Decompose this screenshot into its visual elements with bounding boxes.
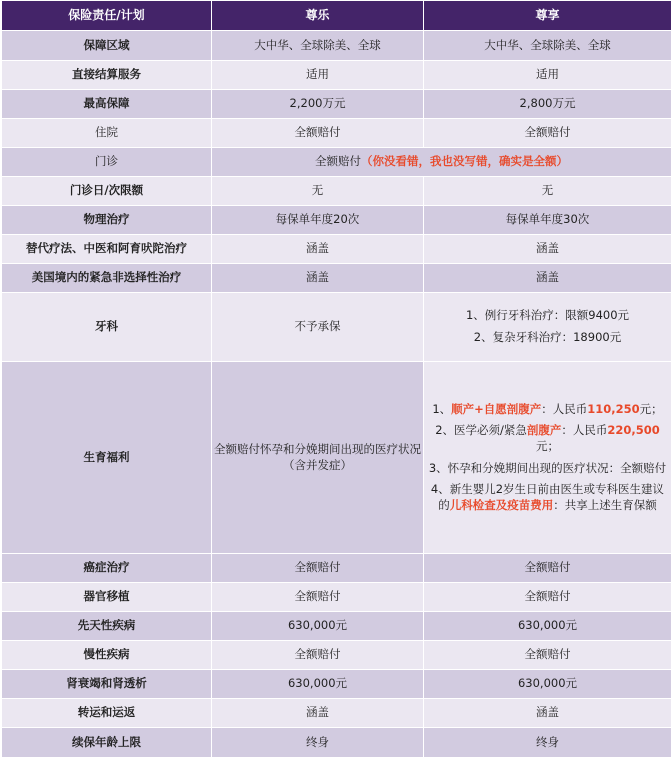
row-label: 保障区域 xyxy=(2,31,212,61)
text: ：人民币 xyxy=(541,401,588,416)
row-label: 续保年龄上限 xyxy=(2,728,212,758)
row-label: 转运和运返 xyxy=(2,699,212,728)
outpatient-value: 全额赔付 xyxy=(315,154,361,169)
birth-zunle-text: 全额赔付怀孕和分娩期间出现的医疗状况（含并发症） xyxy=(214,441,421,472)
text: ：人民币 xyxy=(561,423,608,438)
table-row xyxy=(2,177,672,206)
row-label: 器官移植 xyxy=(2,583,212,612)
text: 元； xyxy=(536,438,559,453)
table-header-row xyxy=(2,1,672,31)
cell-zunle: 全额赔付 xyxy=(212,583,424,612)
cell-zunle: 无 xyxy=(212,177,424,206)
cell-zunxiang: 大中华、全球除美、全球 xyxy=(424,31,672,61)
cell-zunxiang: 全额赔付 xyxy=(424,583,672,612)
table-row xyxy=(2,90,672,119)
cell-zunxiang: 涵盖 xyxy=(424,264,672,293)
row-label: 门诊 xyxy=(2,148,212,177)
cell-zunle: 涵盖 xyxy=(212,264,424,293)
row-label: 最高保障 xyxy=(2,90,212,119)
cell-zunxiang: 全额赔付 xyxy=(424,119,672,148)
row-label: 替代疗法、中医和阿育吠陀治疗 xyxy=(2,235,212,264)
text: 2、医学必须/紧急 xyxy=(435,423,527,438)
cell-zunle: 终身 xyxy=(212,728,424,758)
table-row xyxy=(2,699,672,728)
header-coverage: 保险责任/计划 xyxy=(2,1,212,31)
cell-zunle: 全额赔付 xyxy=(212,641,424,670)
cell-zunxiang: 涵盖 xyxy=(424,699,672,728)
table-row xyxy=(2,148,672,177)
text: 元； xyxy=(639,401,663,416)
row-label: 牙科 xyxy=(2,293,212,362)
cell-zunle: 每保单年度20次 xyxy=(212,206,424,235)
cell-zunle: 全额赔付 xyxy=(212,554,424,583)
cell-zunxiang: 全额赔付 xyxy=(424,554,672,583)
table-row xyxy=(2,264,672,293)
cell-zunle: 630,000元 xyxy=(212,612,424,641)
cell-zunle: 大中华、全球除美、全球 xyxy=(212,31,424,61)
outpatient-note: （你没看错，我也没写错，确实是全额） xyxy=(361,154,568,169)
birth-item-2 xyxy=(426,420,669,457)
birth-item-1 xyxy=(426,399,669,421)
row-label: 门诊日/次限额 xyxy=(2,177,212,206)
highlight: 220,500 xyxy=(607,423,660,438)
table-row xyxy=(2,728,672,758)
cell-zunxiang: 无 xyxy=(424,177,672,206)
cell-zunxiang xyxy=(424,293,672,362)
cell-zunxiang: 终身 xyxy=(424,728,672,758)
highlight: 儿科检查及疫苗费用 xyxy=(449,497,554,512)
row-label: 先天性疾病 xyxy=(2,612,212,641)
header-plan-zunxiang: 尊享 xyxy=(424,1,672,31)
table-row xyxy=(2,206,672,235)
cell-zunxiang: 适用 xyxy=(424,61,672,90)
row-label: 美国境内的紧急非选择性治疗 xyxy=(2,264,212,293)
table-row xyxy=(2,293,672,362)
table-row xyxy=(2,554,672,583)
cell-zunle: 涵盖 xyxy=(212,699,424,728)
dental-item: 2、复杂牙科治疗：18900元 xyxy=(473,330,622,344)
highlight: 顺产+自愿剖腹产 xyxy=(451,401,542,416)
cell-merged-outpatient xyxy=(212,148,672,177)
birth-item-3: 3、怀孕和分娩期间出现的医疗状况：全额赔付 xyxy=(428,460,667,475)
dental-item: 1、例行牙科治疗：限额9400元 xyxy=(465,308,630,323)
row-label: 生育福利 xyxy=(2,362,212,554)
cell-zunle xyxy=(212,362,424,554)
table-row xyxy=(2,119,672,148)
cell-zunxiang: 2,800万元 xyxy=(424,90,672,119)
highlight: 110,250 xyxy=(587,401,640,416)
row-label: 住院 xyxy=(2,119,212,148)
row-label: 直接结算服务 xyxy=(2,61,212,90)
cell-zunxiang xyxy=(424,362,672,554)
text: 1、 xyxy=(432,401,452,416)
row-label: 物理治疗 xyxy=(2,206,212,235)
row-label: 癌症治疗 xyxy=(2,554,212,583)
table-row xyxy=(2,583,672,612)
text: ：共享上述生育保额 xyxy=(553,497,657,512)
cell-zunxiang: 630,000元 xyxy=(424,612,672,641)
table-row xyxy=(2,641,672,670)
cell-zunle: 630,000元 xyxy=(212,670,424,699)
table-row xyxy=(2,612,672,641)
cell-zunxiang: 630,000元 xyxy=(424,670,672,699)
highlight: 剖腹产 xyxy=(526,423,562,438)
row-label: 慢性疾病 xyxy=(2,641,212,670)
table-row xyxy=(2,362,672,554)
cell-zunle: 适用 xyxy=(212,61,424,90)
cell-zunle: 全额赔付 xyxy=(212,119,424,148)
header-plan-zunle: 尊乐 xyxy=(212,1,424,31)
table-row xyxy=(2,31,672,61)
table-row xyxy=(2,61,672,90)
table-row xyxy=(2,235,672,264)
table-row xyxy=(2,670,672,699)
cell-zunle: 2,200万元 xyxy=(212,90,424,119)
benefit-comparison-table xyxy=(1,0,672,758)
cell-zunxiang: 涵盖 xyxy=(424,235,672,264)
cell-zunle: 不予承保 xyxy=(212,293,424,362)
row-label: 肾衰竭和肾透析 xyxy=(2,670,212,699)
text: 4、新生婴儿2岁生日前由医生或专科医生建议的 xyxy=(430,482,665,512)
cell-zunle: 涵盖 xyxy=(212,235,424,264)
birth-item-4 xyxy=(426,479,669,516)
cell-zunxiang: 每保单年度30次 xyxy=(424,206,672,235)
cell-zunxiang: 全额赔付 xyxy=(424,641,672,670)
